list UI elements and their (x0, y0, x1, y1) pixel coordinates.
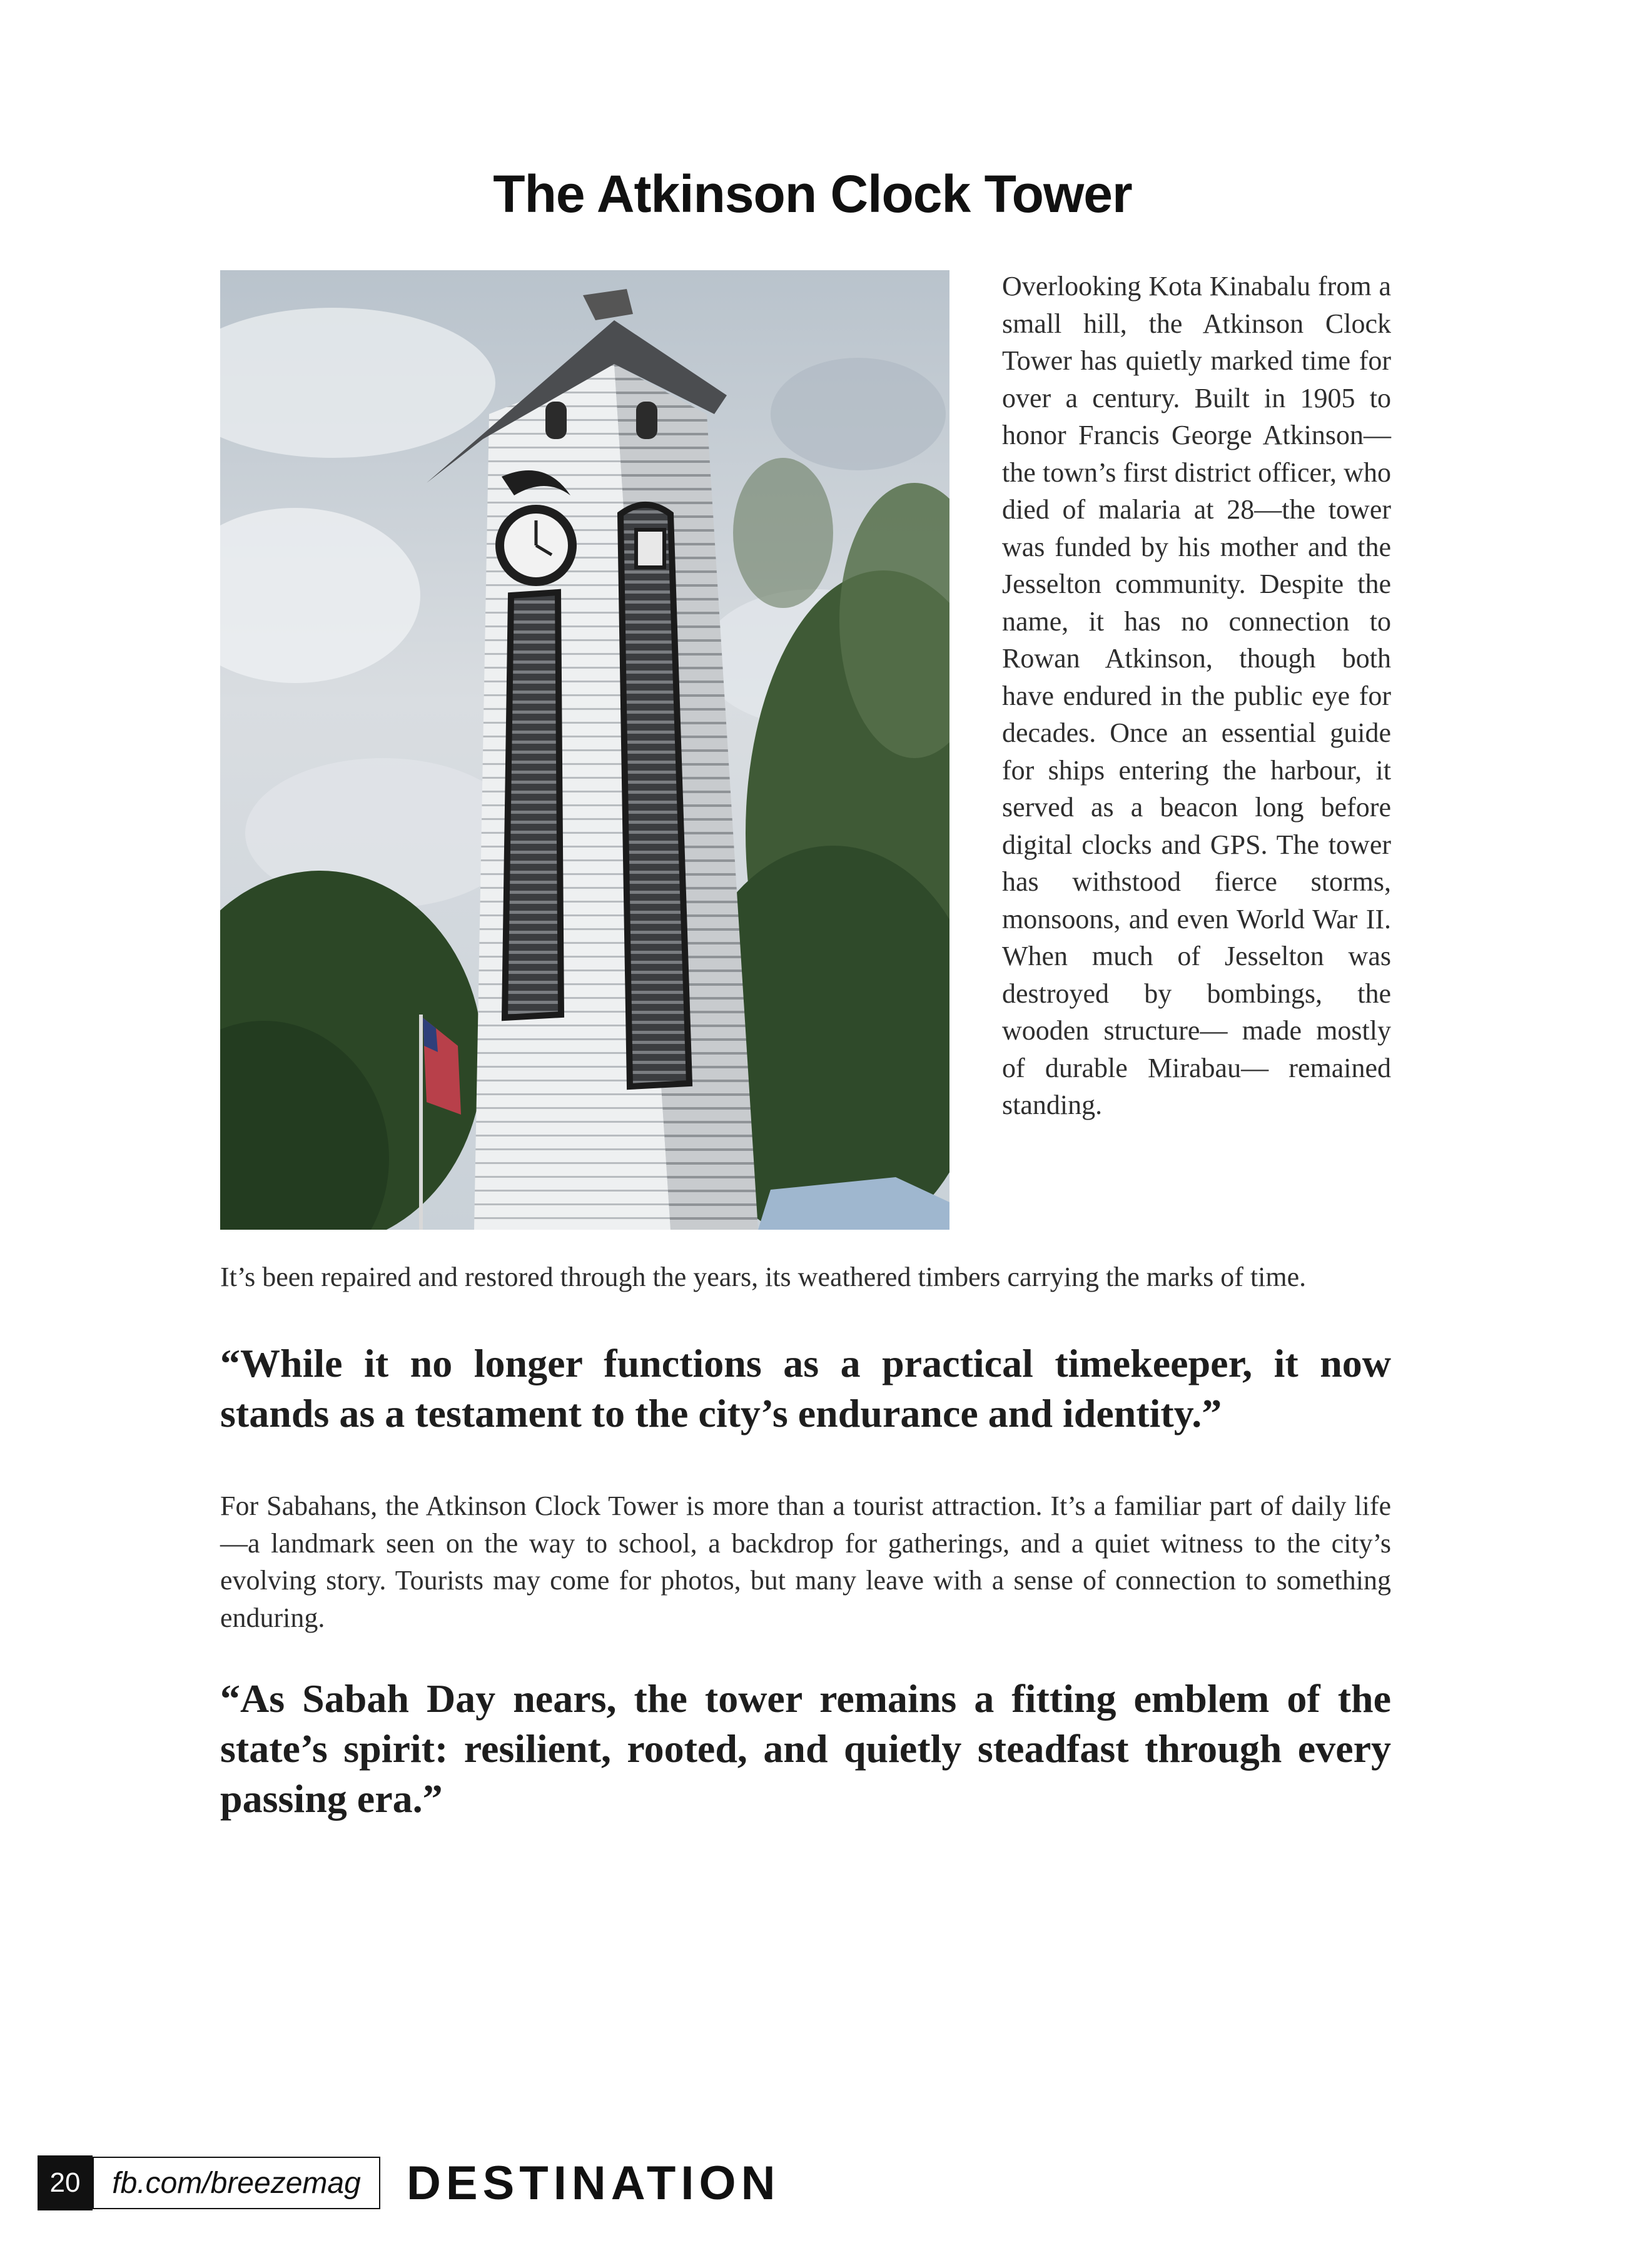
body-paragraph: For Sabahans, the Atkinson Clock Tower is more than a tourist attraction. It’s a familiar part of daily life—a landmark seen on the way to school, a backdrop for gatherings, and a quiet witness to the city’s evolving story. Tourists may come for photos, but many leave with a sense of connection to something enduring. (220, 1491, 1391, 1633)
continuation-paragraph: It’s been repaired and restored through the years, its weathered timbers carrying the marks of time. (220, 1262, 1307, 1292)
clock-tower-photo (220, 270, 949, 1230)
pull-quote-1: “While it no longer functions as a practical timekeeper, it now stands as a testament to the city’s endurance and identity.” (220, 1341, 1391, 1435)
section-label: DESTINATION (407, 2156, 781, 2210)
page-title: The Atkinson Clock Tower (493, 165, 1132, 223)
intro-paragraph: Overlooking Kota Kinabalu from a small hill, the Atkinson Clock Tower has quietly marked time for over a century. Built in 1905 to honor Francis George Atkinson—the town’s first district officer, who died of malaria at 28—the tower was funded by his mother and the Jesselton community. Despite the name, it has no connection to Rowan Atkinson, though both have endured in the public eye for decades. Once an essential guide for ships entering the harbour, it served as a beacon long before digital clocks and GPS. The tower has withstood fierce storms, monsoons, and even World War II. When much of Jesselton was destroyed by bombings, the wooden structure— made mostly of durable Mirabau— remained standing. (1002, 271, 1391, 1120)
page-footer (38, 2155, 780, 2210)
pull-quote-2: “As Sabah Day nears, the tower remains a fitting emblem of the state’s spirit: resilient, rooted, and quietly steadfast through every passing era.” (220, 1676, 1391, 1821)
facebook-link[interactable]: fb.com/breezemag (93, 2157, 380, 2209)
page-number: 20 (38, 2155, 93, 2210)
